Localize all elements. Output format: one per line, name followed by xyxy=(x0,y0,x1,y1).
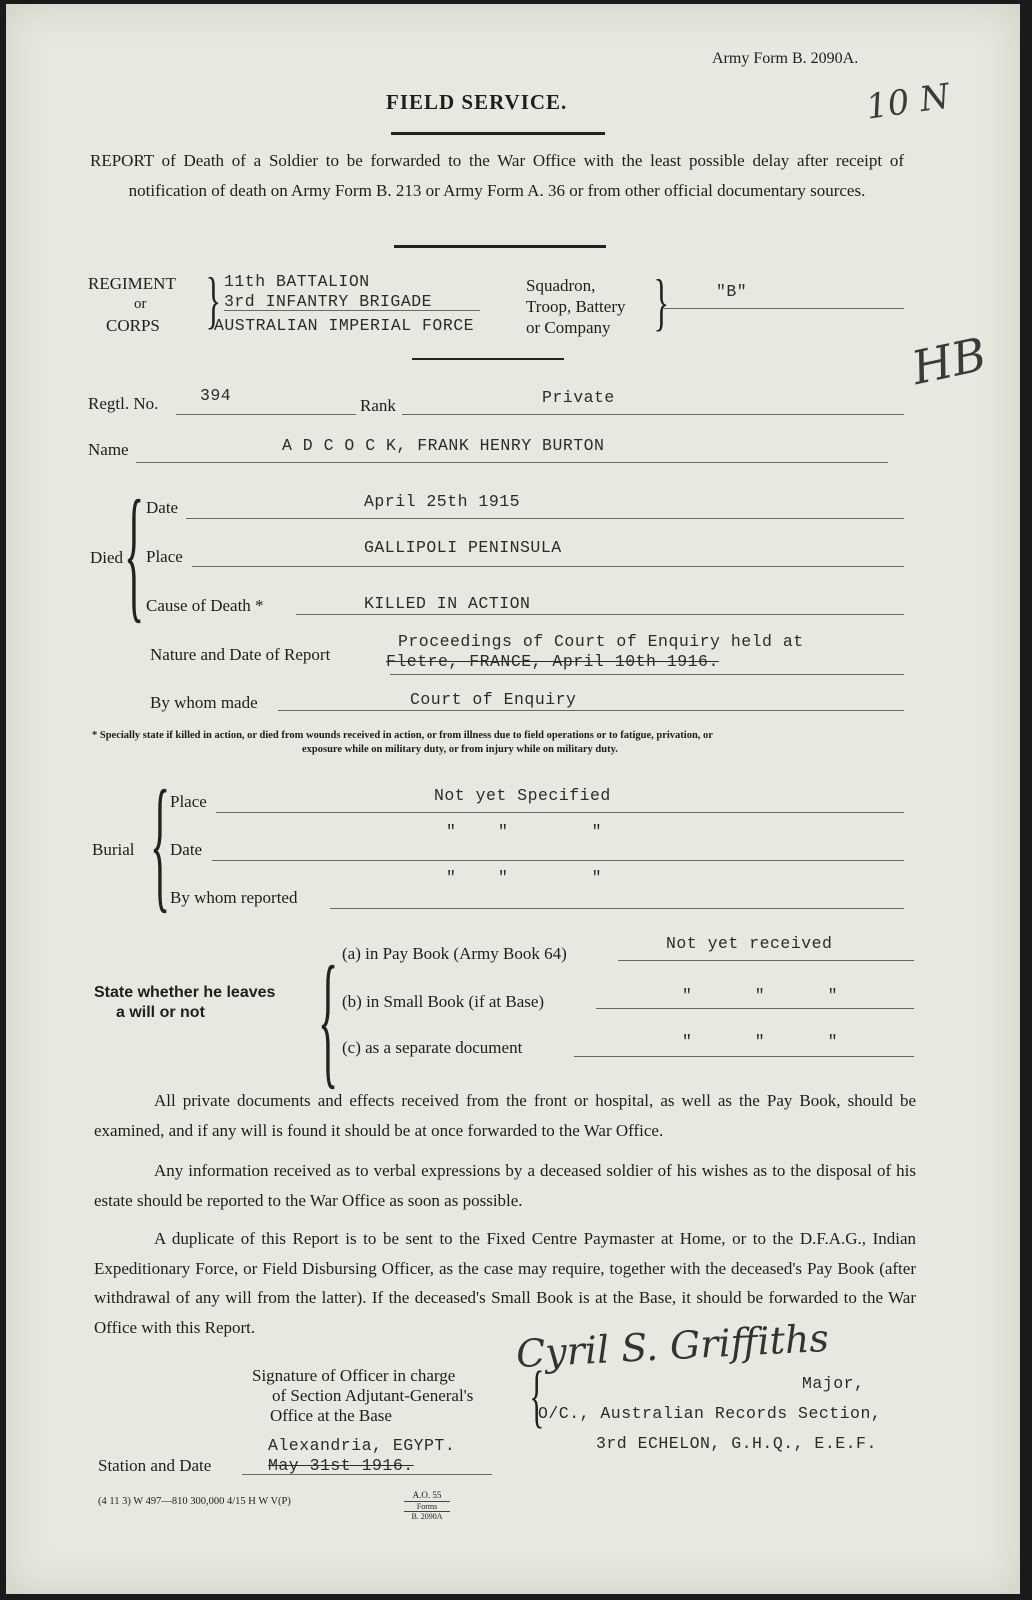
intro-divider xyxy=(394,245,606,248)
regiment-brace: } xyxy=(205,264,222,335)
corps-label: CORPS xyxy=(106,316,160,335)
handwritten-side-initials: HB xyxy=(907,326,991,396)
burial-label: Burial xyxy=(92,840,135,859)
instructions-paragraph-2: Any information received as to verbal expressions by a deceased soldier of his wishes as to the disposal of his estate should be reported to the War Office as soon as possible. xyxy=(94,1161,916,1210)
name-label: Name xyxy=(88,440,129,459)
report-line-2: Fletre, FRANCE, April 10th 1916. xyxy=(386,652,719,671)
footnote-line-1: * Specially state if killed in action, or died from wounds received in action, or from illness due to field operations or to fatigue, privation, or xyxy=(92,730,713,741)
will-a-label: (a) in Pay Book (Army Book 64) xyxy=(342,944,567,963)
printer-imprint: (4 11 3) W 497—810 300,000 4/15 H W V(P) xyxy=(98,1496,291,1507)
will-c-label: (c) as a separate document xyxy=(342,1038,523,1057)
regiment-label: REGIMENT xyxy=(88,274,176,293)
handwritten-folio-note: 10 N xyxy=(863,76,953,128)
rank-value: Private xyxy=(542,388,615,407)
by-whom-made-label: By whom made xyxy=(150,693,258,712)
will-c-value: " " " xyxy=(682,1032,839,1051)
burial-date-value: " " " xyxy=(446,822,603,841)
regiment-line-1: 11th BATTALION xyxy=(224,272,370,291)
will-a-value: Not yet received xyxy=(666,934,833,953)
company-value: "B" xyxy=(716,282,748,301)
signature-label-line-1: Signature of Officer in charge xyxy=(252,1366,456,1385)
burial-reported-label: By whom reported xyxy=(170,888,298,907)
company-label: or Company xyxy=(526,318,611,337)
died-label: Died xyxy=(90,548,124,567)
will-b-value: " " " xyxy=(682,986,839,1005)
died-place-label: Place xyxy=(146,547,183,566)
name-value: A D C O C K, FRANK HENRY BURTON xyxy=(282,436,605,455)
squadron-label: Squadron, xyxy=(526,276,596,295)
died-place-value: GALLIPOLI PENINSULA xyxy=(364,538,562,557)
report-line-1: Proceedings of Court of Enquiry held at xyxy=(398,632,804,651)
title-divider xyxy=(391,132,605,135)
died-date-label: Date xyxy=(146,498,179,517)
footnote-line-2: exposure while on military duty, or from injury while on military duty. xyxy=(302,744,618,755)
will-label-line-2: a will or not xyxy=(116,1004,205,1021)
regiment-line-2: 3rd INFANTRY BRIGADE xyxy=(224,292,433,311)
rank-label: Rank xyxy=(360,396,396,415)
death-report-form xyxy=(6,4,1020,1594)
station-date-label: Station and Date xyxy=(98,1456,212,1475)
cause-of-death-label: Cause of Death * xyxy=(146,596,264,615)
regtl-no-value: 394 xyxy=(200,386,232,405)
imprint-ref-2: Forms xyxy=(404,1501,450,1511)
cause-of-death-value: KILLED IN ACTION xyxy=(364,594,531,613)
signature-label-line-3: Office at the Base xyxy=(270,1406,392,1425)
page-title: FIELD SERVICE. xyxy=(386,90,568,114)
signature-brace: { xyxy=(529,1358,545,1435)
imprint-ref-3: B. 2090A xyxy=(404,1511,450,1521)
regiment-line-3: AUSTRALIAN IMPERIAL FORCE xyxy=(214,316,475,335)
regtl-no-label: Regtl. No. xyxy=(88,394,159,413)
station-date-value: May 31st 1916. xyxy=(268,1456,414,1475)
burial-place-value: Not yet Specified xyxy=(434,786,611,805)
intro-paragraph: REPORT of Death of a Soldier to be forwarded to the War Office with the least possible delay after receipt of notification of death on Army Form B. 213 or Army Form A. 36 or from other official documentary sources. xyxy=(90,151,904,200)
signatory-rank: Major, xyxy=(802,1374,865,1393)
will-brace: { xyxy=(318,936,339,1102)
died-date-value: April 25th 1915 xyxy=(364,492,521,511)
instructions-paragraph-3: A duplicate of this Report is to be sent to the Fixed Centre Paymaster at Home, or to the D.F.A.G., Indian Expeditionary Force, or Field Disbursing Officer, as the case may require, together with the deceased's Pay Book (after withdrawal of any will from the latter). If the deceased's Small Book is at the Base, it should be forwarded to the War Office with this Report. xyxy=(94,1229,916,1337)
regiment-divider xyxy=(412,358,564,360)
burial-place-label: Place xyxy=(170,792,207,811)
burial-reported-value: " " " xyxy=(446,868,603,887)
will-b-label: (b) in Small Book (if at Base) xyxy=(342,992,545,1011)
signatory-title-line-1: O/C., Australian Records Section, xyxy=(538,1404,882,1423)
will-label-line-1: State whether he leaves xyxy=(94,984,276,1001)
died-brace: { xyxy=(124,470,145,636)
by-whom-made-value: Court of Enquiry xyxy=(410,690,577,709)
report-label: Nature and Date of Report xyxy=(150,645,331,664)
troop-battery-label: Troop, Battery xyxy=(526,297,626,316)
signatory-title-line-2: 3rd ECHELON, G.H.Q., E.E.F. xyxy=(596,1434,877,1453)
station-value: Alexandria, EGYPT. xyxy=(268,1436,456,1455)
handwritten-signature: Cyril S. Griffiths xyxy=(515,1315,830,1377)
burial-brace: { xyxy=(150,760,171,926)
instructions-paragraph-1: All private documents and effects received from the front or hospital, as well as the Pay Book, should be examined, and if any will is found it should be at once forwarded to the War Office. xyxy=(94,1091,916,1140)
squadron-brace: } xyxy=(653,266,670,337)
imprint-ref-1: A.O. 55 xyxy=(412,1490,442,1500)
signature-label-line-2: of Section Adjutant-General's xyxy=(272,1386,474,1405)
regiment-or-label: or xyxy=(134,296,147,312)
form-number: Army Form B. 2090A. xyxy=(712,50,859,67)
burial-date-label: Date xyxy=(170,840,203,859)
